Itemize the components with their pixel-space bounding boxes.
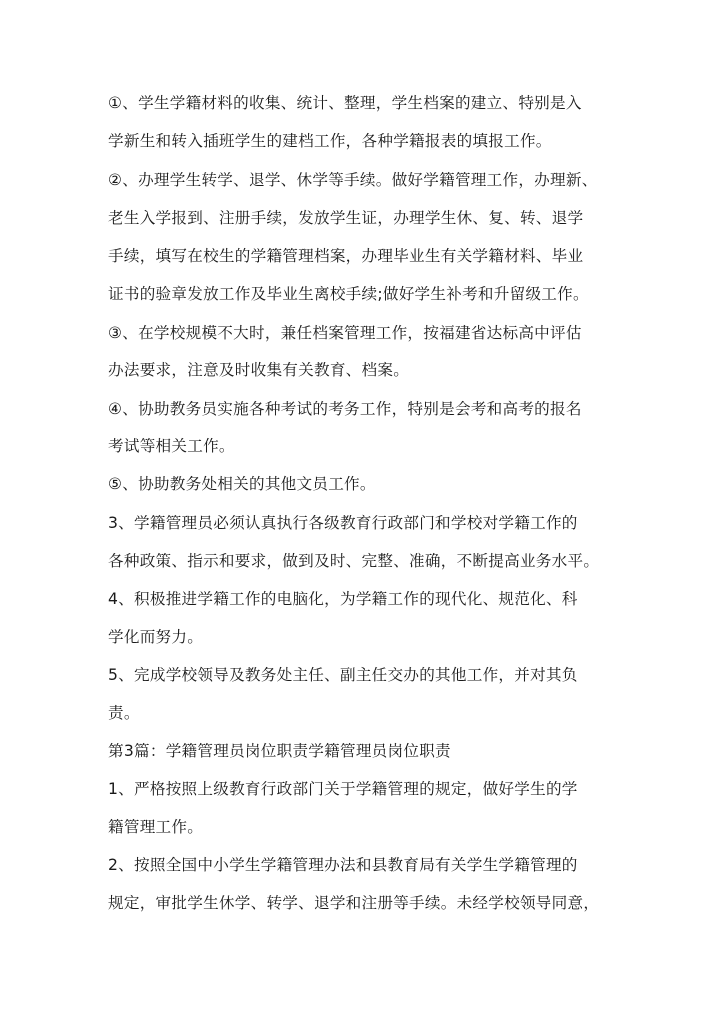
text-line: ⑤、协助教务处相关的其他文员工作。 [108,475,376,493]
text-line: 考试等相关工作。 [108,437,235,455]
text-line: 4、积极推进学籍工作的电脑化，为学籍工作的现代化、规范化、科 [108,590,578,608]
text-line: 学新生和转入插班学生的建档工作，各种学籍报表的填报工作。 [108,132,552,150]
text-line: 证书的验章发放工作及毕业生离校手续;做好学生补考和升留级工作。 [108,285,589,303]
text-line: 5、完成学校领导及教务处主任、副主任交办的其他工作，并对其负 [108,666,578,684]
text-line: 责。 [108,704,140,722]
section-heading: 第3篇：学籍管理员岗位职责学籍管理员岗位职责 [108,742,451,760]
text-line: 3、学籍管理员必须认真执行各级教育行政部门和学校对学籍工作的 [108,514,578,532]
text-line: 办法要求，注意及时收集有关教育、档案。 [108,361,410,379]
text-line: 学化而努力。 [108,628,204,646]
text-line: 籍管理工作。 [108,818,204,836]
text-line: 老生入学报到、注册手续，发放学生证，办理学生休、复、转、退学 [108,209,584,227]
text-line: 手续，填写在校生的学籍管理档案，办理毕业生有关学籍材料、毕业 [108,247,584,265]
text-line: 1、严格按照上级教育行政部门关于学籍管理的规定，做好学生的学 [108,780,578,798]
text-line: 规定，审批学生休学、转学、退学和注册等手续。未经学校领导同意， [108,894,600,912]
text-line: 2、按照全国中小学生学籍管理办法和县教育局有关学生学籍管理的 [108,856,578,874]
text-line: ②、办理学生转学、退学、休学等手续。做好学籍管理工作，办理新、 [108,171,598,189]
text-line: ④、协助教务员实施各种考试的考务工作，特别是会考和高考的报名 [108,400,582,418]
text-line: 各种政策、指示和要求，做到及时、完整、准确，不断提高业务水平。 [108,552,600,570]
text-line: ①、学生学籍材料的收集、统计、整理，学生档案的建立、特别是入 [108,94,582,112]
text-line: ③、在学校规模不大时，兼任档案管理工作，按福建省达标高中评估 [108,324,582,342]
